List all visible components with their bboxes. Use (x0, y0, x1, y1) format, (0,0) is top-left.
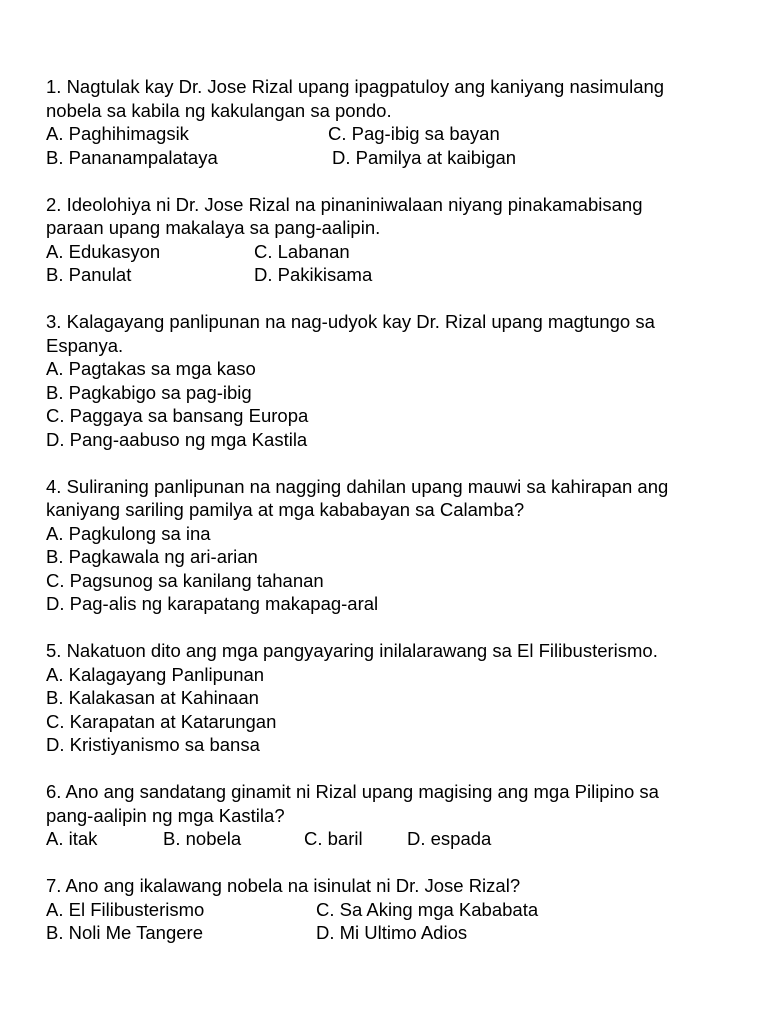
question-stem-line: 7. Ano ang ikalawang nobela na isinulat ni Dr. Jose Rizal? (46, 875, 521, 896)
question-1 (46, 75, 722, 169)
option-a: A. El Filibusterismo (46, 898, 205, 920)
question-stem-line: 1. Nagtulak kay Dr. Jose Rizal upang ipagpatuloy ang kaniyang nasimulang (46, 76, 665, 97)
option-c: C. Labanan (254, 240, 350, 262)
question-7-stem (46, 874, 722, 898)
question-4 (46, 475, 722, 616)
option-c: C. Pag-ibig sa bayan (328, 123, 500, 144)
question-stem-line: pang-aalipin ng mga Kastila? (46, 804, 285, 826)
options-row (46, 263, 722, 287)
option-a: A. Pagtakas sa mga kaso (46, 358, 256, 379)
question-4-stem (46, 475, 722, 522)
option-b: B. nobela (163, 828, 242, 849)
question-stem-line: 6. Ano ang sandatang ginamit ni Rizal upang magising ang mga Pilipino sa (46, 781, 659, 802)
option-a: A. itak (46, 828, 98, 849)
question-3-stem (46, 310, 722, 357)
option-b: B. Pagkawala ng ari-arian (46, 546, 258, 567)
option-b: B. Pagkabigo sa pag-ibig (46, 381, 252, 403)
option-a: A. Pagkulong sa ina (46, 522, 211, 544)
question-1-stem (46, 75, 722, 122)
options-row (46, 122, 722, 146)
question-5 (46, 639, 722, 757)
option-a: A. Paghihimagsik (46, 123, 189, 144)
question-stem-line: Espanya. (46, 334, 124, 356)
option-b: B. Kalakasan at Kahinaan (46, 687, 259, 708)
option-d: D. Pamilya at kaibigan (332, 146, 517, 168)
option-b: B. Panulat (46, 264, 132, 285)
question-5-stem (46, 639, 722, 663)
option-c: C. Sa Aking mga Kababata (316, 898, 539, 920)
question-stem-line: 3. Kalagayang panlipunan na nag-udyok kay Dr. Rizal upang magtungo sa (46, 311, 655, 332)
option-d: D. Mi Ultimo Adios (316, 922, 468, 943)
option-d: D. espada (407, 828, 492, 849)
option-b: B. Pananampalataya (46, 146, 218, 168)
option-d: D. Pakikisama (254, 264, 373, 285)
question-2 (46, 193, 722, 287)
question-7 (46, 874, 722, 945)
question-stem-line: kaniyang sariling pamilya at mga kababayan sa Calamba? (46, 499, 525, 520)
question-6 (46, 780, 722, 851)
question-3 (46, 310, 722, 451)
options-row (46, 240, 722, 264)
options-row (46, 146, 722, 170)
options-row (46, 827, 722, 851)
question-stem-line: 4. Suliraning panlipunan na nagging dahilan upang mauwi sa kahirapan ang (46, 475, 669, 497)
question-stem-line: paraan upang makalaya sa pang-aalipin. (46, 217, 381, 238)
quiz-page (46, 75, 722, 968)
option-d: D. Pag-alis ng karapatang makapag-aral (46, 593, 379, 614)
question-6-stem (46, 780, 722, 827)
question-stem-line: 5. Nakatuon dito ang mga pangyayaring inilalarawang sa El Filibusterismo. (46, 640, 658, 661)
option-a: A. Kalagayang Panlipunan (46, 663, 265, 685)
options-row (46, 921, 722, 945)
option-b: B. Noli Me Tangere (46, 922, 203, 943)
option-c: C. Paggaya sa bansang Europa (46, 405, 309, 426)
options-row (46, 898, 722, 922)
question-2-stem (46, 193, 722, 240)
option-c: C. baril (304, 828, 363, 849)
option-a: A. Edukasyon (46, 240, 161, 262)
option-c: C. Pagsunog sa kanilang tahanan (46, 569, 324, 591)
option-c: C. Karapatan at Katarungan (46, 710, 277, 732)
option-d: D. Kristiyanismo sa bansa (46, 734, 260, 755)
question-stem-line: 2. Ideolohiya ni Dr. Jose Rizal na pinaniniwalaan niyang pinakamabisang (46, 193, 643, 215)
question-stem-line: nobela sa kabila ng kakulangan sa pondo. (46, 99, 392, 121)
option-d: D. Pang-aabuso ng mga Kastila (46, 428, 308, 450)
